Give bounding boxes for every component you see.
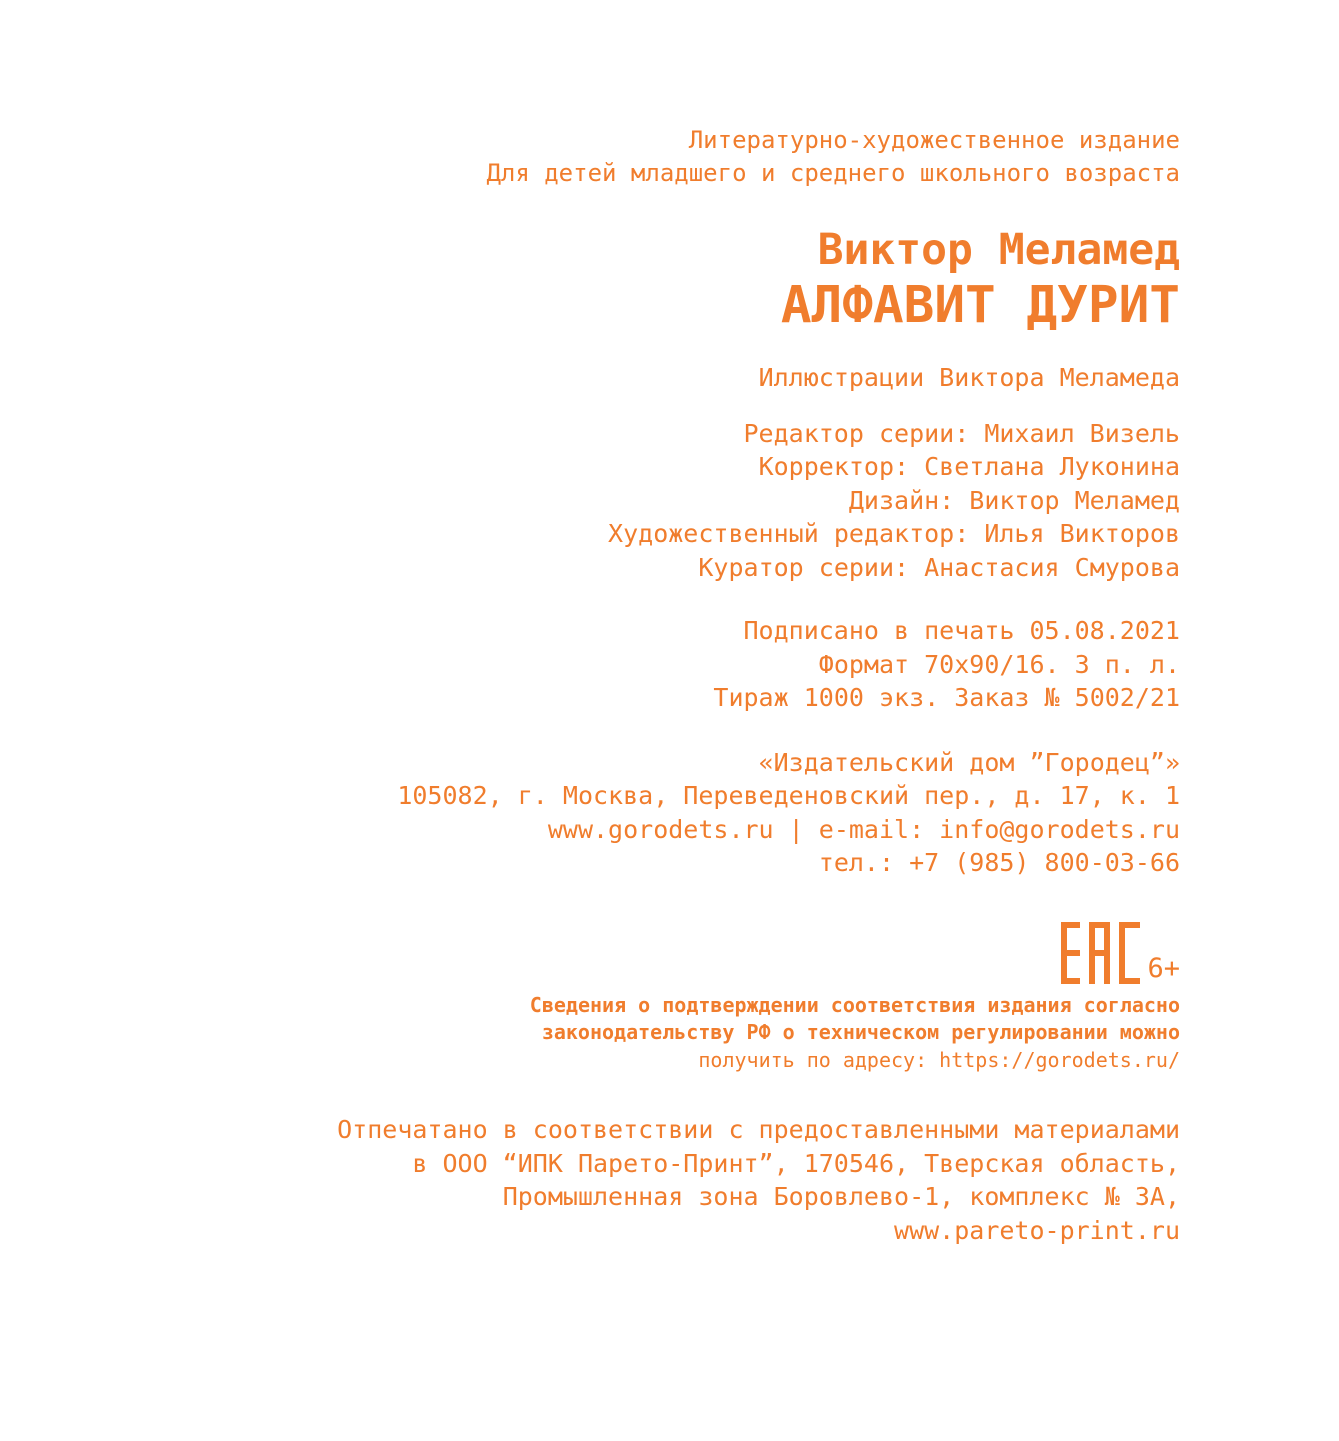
credit-series-editor: Редактор серии: Михаил Визель [743,418,1180,448]
credit-series-curator: Куратор серии: Анастасия Смурова [698,552,1180,582]
book-title: АЛФАВИТ ДУРИТ [780,276,1180,335]
conformity-line-3: получить по адресу: https://gorodets.ru/ [698,1047,1180,1072]
credits-block [180,417,1180,585]
age-rating: 6+ [1147,952,1180,984]
illustrations-block [180,361,1180,395]
printer-website: www.pareto-print.ru [894,1215,1180,1245]
format-line: Формат 70x90/16. 3 п. л. [818,649,1180,679]
printer-line-2: в ООО “ИПК Парето-Принт”, 170546, Тверская область, [412,1148,1180,1178]
printer-line-3: Промышленная зона Боровлево-1, комплекс № 3А, [502,1182,1180,1211]
credit-design: Дизайн: Виктор Меламед [848,485,1180,515]
publisher-phone: тел.: +7 (985) 800-03-66 [818,848,1180,877]
printer-line-1: Отпечатано в соответствии с предоставленными материалами [337,1115,1180,1144]
illustrations-line: Иллюстрации Виктора Меламеда [758,363,1180,392]
credit-proofreader: Корректор: Светлана Луконина [758,452,1180,481]
publisher-block [180,746,1180,880]
print-details-block [180,614,1180,715]
genre-line: Литературно-художественное издание [688,126,1180,154]
signed-to-print: Подписано в печать 05.08.2021 [743,616,1180,645]
publisher-name: «Издательский дом ”Городец”» [758,747,1180,777]
credit-art-editor: Художественный редактор: Илья Викторов [608,519,1180,548]
conformity-line-2: законодательству РФ о техническом регулировании можно [541,1020,1180,1044]
printer-block [180,1113,1180,1247]
conformity-line-1: Сведения о подтверждении соответствия издания согласно [529,992,1180,1017]
publisher-web-email: www.gorodets.ru | e-mail: info@gorodets.ru [547,814,1180,844]
publisher-address: 105082, г. Москва, Переведеновский пер., д. 17, к. 1 [397,781,1180,810]
eac-mark-icon [1061,922,1141,984]
audience-line: Для детей младшего и среднего школьного возраста [486,159,1180,187]
conformity-block [180,992,1180,1075]
print-run-line: Тираж 1000 экз. Заказ № 5002/21 [713,683,1180,712]
certification-row [180,918,1180,984]
book-author: Виктор Меламед [817,225,1180,275]
imprint-column [180,124,1180,1247]
intro-block [180,124,1180,190]
